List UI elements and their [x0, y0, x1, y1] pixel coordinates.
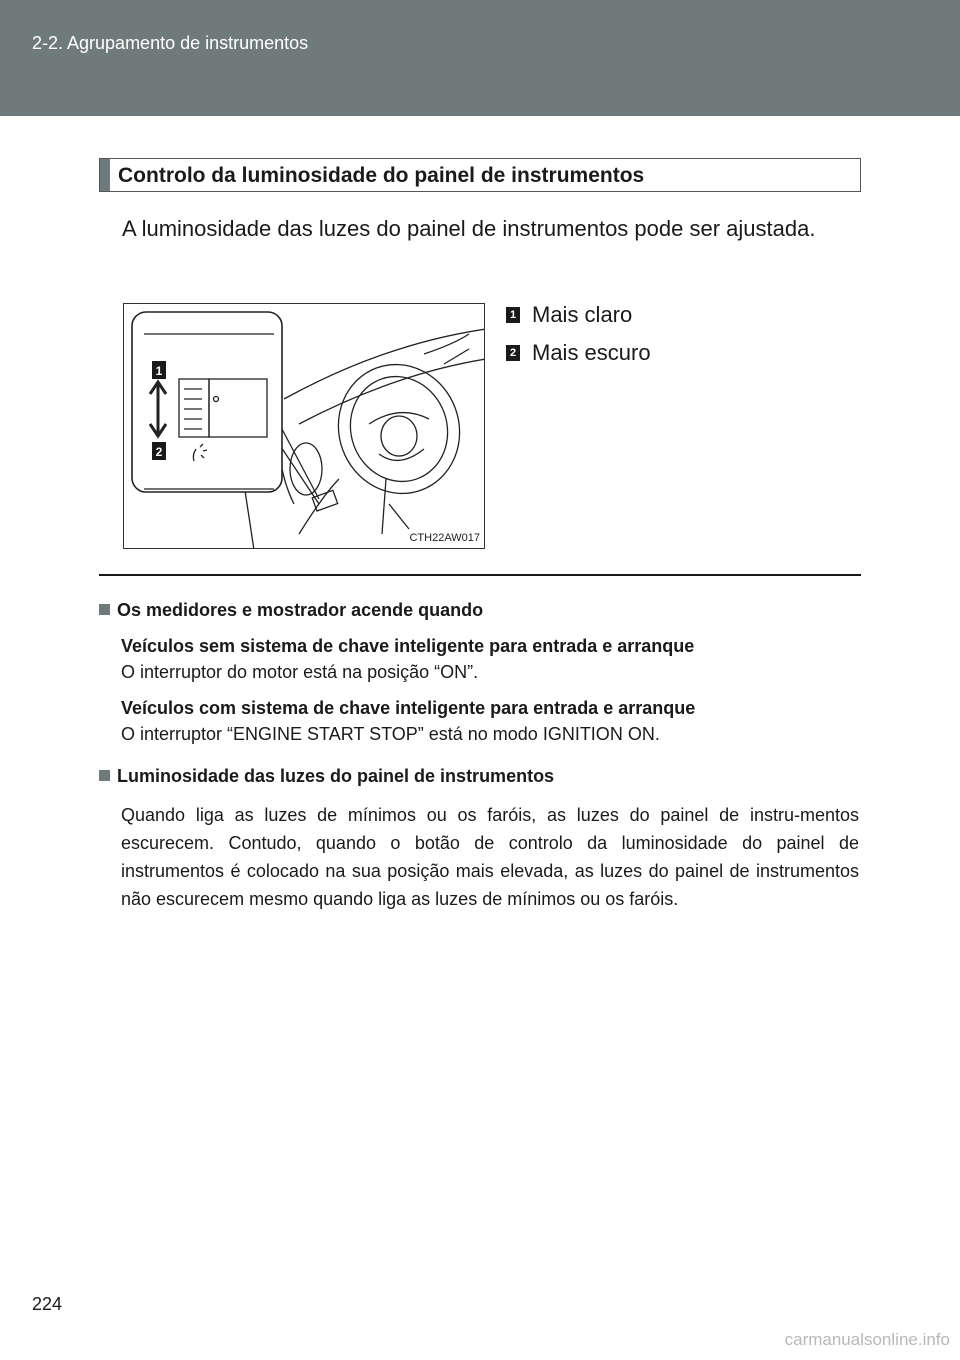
legend-item-darker — [506, 334, 651, 372]
note-panel-brightness — [99, 766, 859, 913]
page-header — [0, 0, 960, 116]
condition-heading: Veículos com sistema de chave inteligente para entrada e arranque — [121, 698, 696, 718]
page-number: 224 — [32, 1294, 63, 1314]
legend-number-2: 2 — [506, 345, 520, 361]
callout-2-label: 2 — [155, 445, 163, 459]
note-condition-block — [99, 695, 859, 747]
note-heading-text: Os medidores e mostrador acende quando — [117, 600, 484, 620]
condition-text: O interruptor “ENGINE START STOP” está no modo IGNITION ON. — [121, 724, 660, 744]
callout-1-label: 1 — [155, 364, 163, 378]
section-title: Controlo da luminosidade do painel de instrumentos — [118, 164, 645, 187]
condition-text: O interruptor do motor está na posição “ON”. — [121, 662, 479, 682]
note-paragraph: Quando liga as luzes de mínimos ou os faróis, as luzes do painel de instru-mentos escurecem. Contudo, quando o botão de controlo da luminosidade do painel de instrumentos é colocado na sua posição mais elevada, as luzes do painel de instrumentos não escurecem mesmo quando liga as luzes de mínimos ou os faróis. — [121, 805, 859, 909]
legend-number-1: 1 — [506, 307, 520, 323]
legend-label-darker: Mais escuro — [532, 340, 651, 365]
note-heading-text: Luminosidade das luzes do painel de instrumentos — [117, 766, 555, 786]
section-divider — [99, 574, 861, 576]
legend — [506, 296, 651, 372]
note-gauges-on — [99, 600, 859, 747]
legend-item-brighter — [506, 296, 651, 334]
square-bullet-icon — [99, 604, 110, 615]
title-accent-bar — [100, 159, 110, 191]
note-heading — [99, 766, 859, 787]
intro-paragraph: A luminosidade das luzes do painel de instrumentos pode ser ajustada. — [122, 216, 816, 241]
note-condition-block — [99, 633, 859, 685]
section-title-box — [99, 158, 861, 192]
note-heading — [99, 600, 859, 621]
breadcrumb: 2-2. Agrupamento de instrumentos — [32, 33, 309, 53]
dimmer-illustration — [123, 303, 485, 549]
watermark: carmanualsonline.info — [784, 1330, 950, 1349]
figure-code: CTH22AW017 — [409, 532, 480, 544]
dashboard-drawing — [124, 304, 485, 549]
square-bullet-icon — [99, 770, 110, 781]
condition-heading: Veículos sem sistema de chave inteligente para entrada e arranque — [121, 636, 695, 656]
legend-label-brighter: Mais claro — [532, 302, 633, 327]
